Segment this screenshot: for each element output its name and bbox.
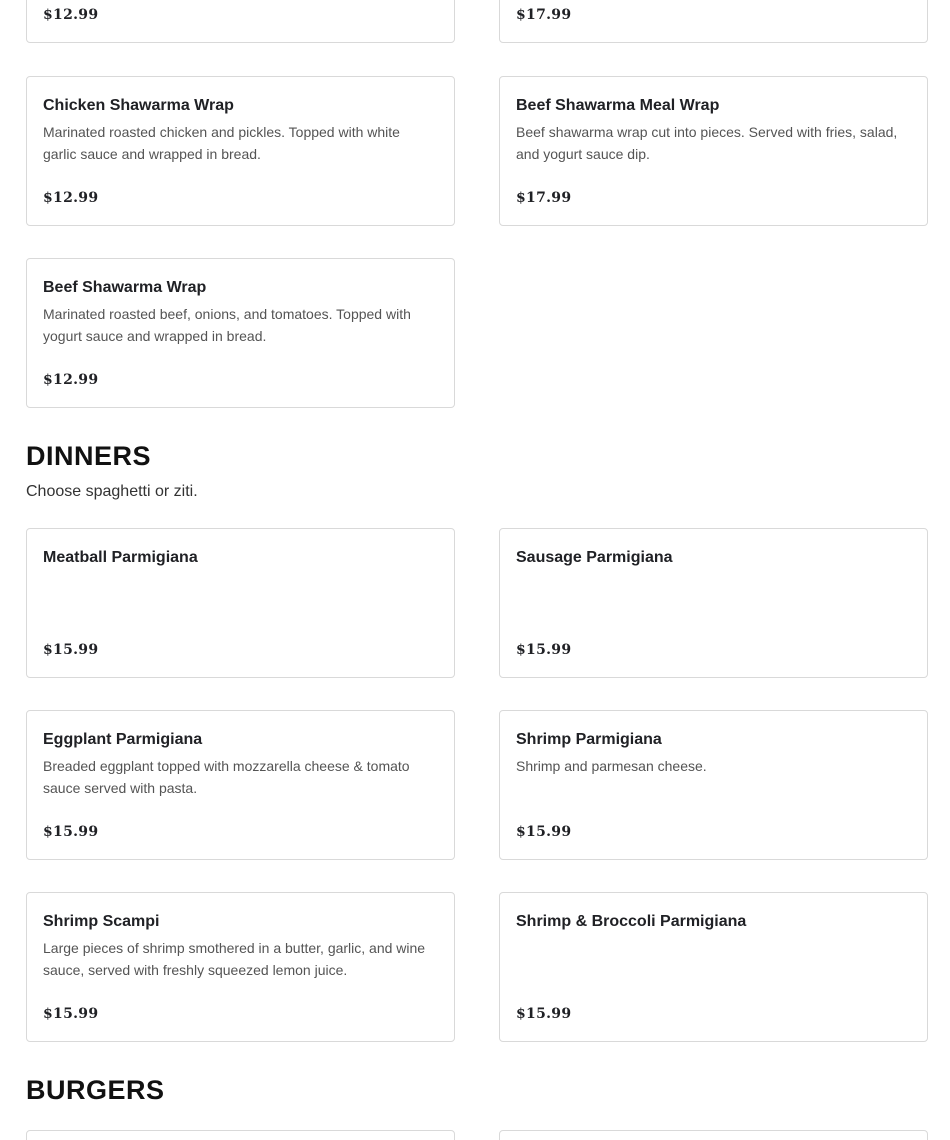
menu-item-card[interactable] xyxy=(26,528,455,678)
menu-item-name: Sausage Parmigiana xyxy=(516,549,673,566)
menu-item-card[interactable] xyxy=(26,76,455,226)
menu-item-price: $15.99 xyxy=(43,1006,99,1022)
menu-item-price: $15.99 xyxy=(43,642,99,658)
menu-item-name: Chicken Shawarma Wrap xyxy=(43,97,234,114)
menu-item-price: $12.99 xyxy=(43,190,99,206)
menu-item-name: Shrimp & Broccoli Parmigiana xyxy=(516,913,747,930)
menu-item-price: $15.99 xyxy=(516,642,572,658)
menu-item-price: $17.99 xyxy=(516,190,572,206)
section-subtitle-dinners: Choose spaghetti or ziti. xyxy=(26,483,198,500)
menu-item-name: Shrimp Scampi xyxy=(43,913,160,930)
menu-item-card[interactable] xyxy=(26,258,455,408)
menu-item-description: Beef shawarma wrap cut into pieces. Served with fries, salad, and yogurt sauce dip. xyxy=(516,124,898,162)
menu-item-card[interactable] xyxy=(26,0,455,43)
menu-item-name: Beef Shawarma Wrap xyxy=(43,279,207,296)
menu-item-description: Shrimp and parmesan cheese. xyxy=(516,758,707,774)
menu-item-name: Shrimp Parmigiana xyxy=(516,731,662,748)
menu-item-card[interactable] xyxy=(499,1130,928,1140)
menu-item-card[interactable] xyxy=(499,528,928,678)
menu-item-name: Meatball Parmigiana xyxy=(43,549,198,566)
menu-item-description: Marinated roasted chicken and pickles. Topped with white garlic sauce and wrapped in bread. xyxy=(43,124,400,162)
section-title-burgers: BURGERS xyxy=(26,1075,165,1105)
menu-item-description: Breaded eggplant topped with mozzarella cheese & tomato sauce served with pasta. xyxy=(43,758,410,796)
menu-item-name: Beef Shawarma Meal Wrap xyxy=(516,97,720,114)
menu-item-price: $12.99 xyxy=(43,372,99,388)
menu-item-name: Eggplant Parmigiana xyxy=(43,731,203,748)
menu-item-description: Large pieces of shrimp smothered in a butter, garlic, and wine sauce, served with freshly squeezed lemon juice. xyxy=(43,940,426,978)
menu-item-card[interactable] xyxy=(499,892,928,1042)
menu-item-card[interactable] xyxy=(26,1130,455,1140)
menu-item-card[interactable] xyxy=(499,0,928,43)
menu-item-card[interactable] xyxy=(26,710,455,860)
menu-item-card[interactable] xyxy=(499,710,928,860)
menu-item-card[interactable] xyxy=(499,76,928,226)
section-title-dinners: DINNERS xyxy=(26,441,152,471)
menu-item-price: $12.99 xyxy=(43,7,99,23)
menu-item-price: $15.99 xyxy=(516,824,572,840)
menu-item-price: $17.99 xyxy=(516,7,572,23)
menu-item-price: $15.99 xyxy=(43,824,99,840)
menu-item-card[interactable] xyxy=(26,892,455,1042)
menu-item-description: Marinated roasted beef, onions, and tomatoes. Topped with yogurt sauce and wrapped in bread. xyxy=(43,306,411,344)
menu-item-price: $15.99 xyxy=(516,1006,572,1022)
